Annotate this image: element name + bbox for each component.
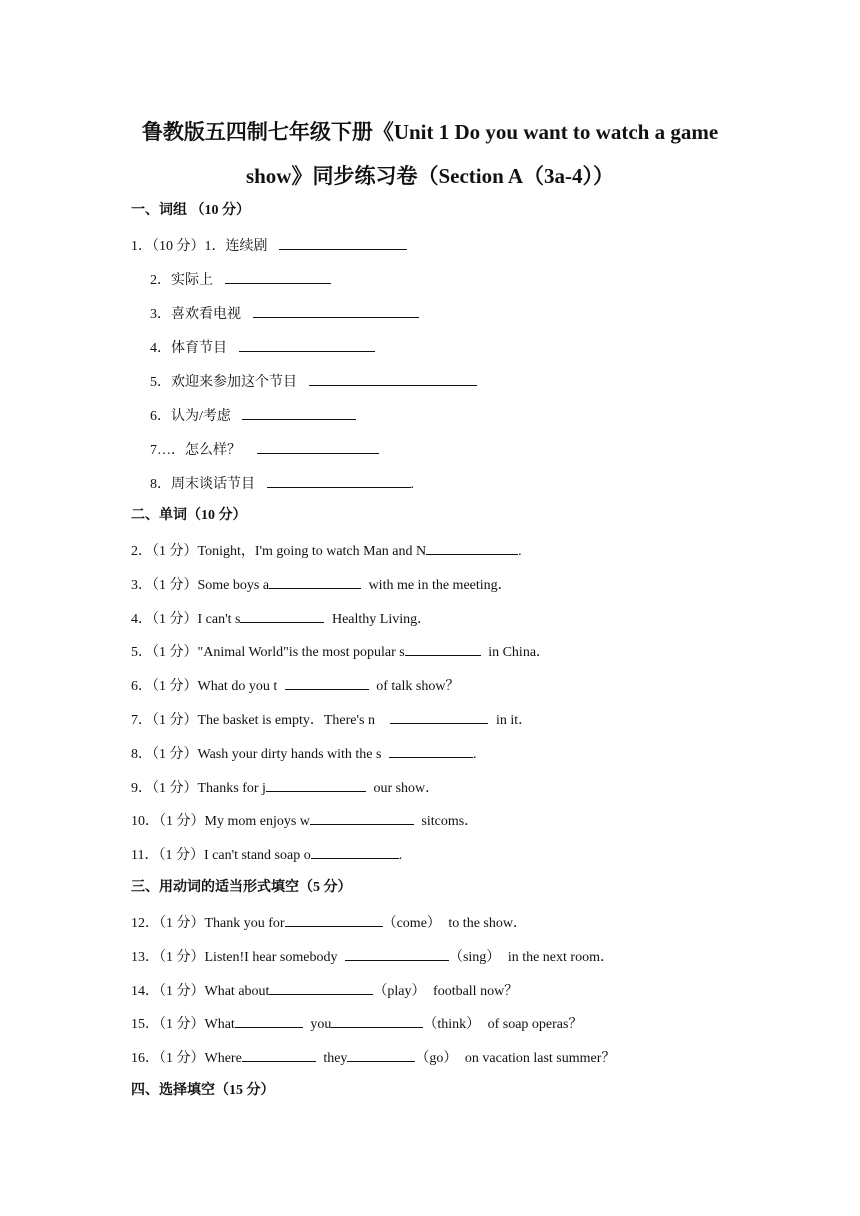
answer-blank[interactable] <box>257 439 379 454</box>
answer-blank[interactable] <box>390 709 488 724</box>
answer-blank[interactable] <box>235 1013 303 1028</box>
phrase-label: 7…．怎么样？ <box>150 443 241 458</box>
question-text: with me in the meeting． <box>368 578 512 593</box>
question-text: in the next room． <box>507 950 614 965</box>
verb-hint: （think） <box>423 1017 481 1032</box>
phrase-label: 5．欢迎来参加这个节目 <box>150 375 297 390</box>
question-text: our show． <box>373 781 440 796</box>
q1-prefix: 1．（10 分）1．连续剧 <box>131 239 268 254</box>
section-3-heading: 三、用动词的适当形式填空（5 分） <box>131 880 352 895</box>
answer-blank[interactable] <box>269 980 373 995</box>
phrase-item <box>150 439 379 461</box>
phrase-item <box>150 337 375 359</box>
phrase-item <box>150 303 419 325</box>
question-6 <box>131 675 459 697</box>
question-15 <box>131 1013 582 1035</box>
question-11 <box>131 844 402 866</box>
phrase-label: 3．喜欢看电视 <box>150 307 241 322</box>
section-1-heading: 一、词组 （10 分） <box>131 203 250 218</box>
question-14 <box>131 980 518 1002</box>
title-line-2: show》同步练习卷（Section A（3a-4）） <box>245 164 615 188</box>
question-text: 15．（1 分）What <box>131 1017 235 1032</box>
answer-blank[interactable] <box>253 303 419 318</box>
phrase-label: 2．实际上 <box>150 273 213 288</box>
question-text: they <box>323 1051 348 1066</box>
answer-blank[interactable] <box>331 1013 423 1028</box>
question-text: . <box>472 747 477 762</box>
question-text: in it． <box>495 713 533 728</box>
question-13 <box>131 946 614 968</box>
answer-blank[interactable] <box>347 1047 415 1062</box>
question-text: 4．（1 分）I can't s <box>131 612 241 627</box>
question-text: 11．（1 分）I can't stand soap o <box>131 848 311 863</box>
verb-hint: （sing） <box>448 950 501 965</box>
phrase-item <box>150 371 477 393</box>
question-text: 8．（1 分）Wash your dirty hands with the s <box>131 747 382 762</box>
question-text: in China． <box>488 645 551 660</box>
verb-hint: （play） <box>373 984 426 999</box>
question-text: 16．（1 分）Where <box>131 1051 242 1066</box>
question-text: 13．（1 分）Listen!I hear somebody <box>131 950 338 965</box>
answer-blank[interactable] <box>225 269 331 284</box>
phrase-item: 8．周末谈话节目 . <box>150 473 414 495</box>
answer-blank[interactable] <box>426 540 518 555</box>
answer-blank[interactable] <box>240 608 324 623</box>
verb-hint: （go） <box>415 1051 458 1066</box>
question-text: you <box>310 1017 332 1032</box>
phrase-item <box>150 405 356 427</box>
question-text: of talk show？ <box>376 679 460 694</box>
question-text: Healthy Living． <box>331 612 432 627</box>
phrase-label: 8．周末谈话节目 <box>150 477 255 492</box>
question-text: . <box>518 544 522 559</box>
question-text: 5．（1 分）"Animal World"is the most popular s <box>131 645 405 660</box>
section-2-heading: 二、单词（10 分） <box>131 508 247 523</box>
answer-blank[interactable] <box>239 337 375 352</box>
question-text: of soap operas？ <box>487 1017 583 1032</box>
answer-blank[interactable] <box>269 574 361 589</box>
question-text: 10．（1 分）My mom enjoys w <box>131 814 310 829</box>
question-text: . <box>398 848 403 863</box>
question-text: on vacation last summer？ <box>464 1051 616 1066</box>
question-2 <box>131 540 522 562</box>
phrase-item <box>150 269 331 291</box>
question-3 <box>131 574 512 596</box>
question-text: 2．（1 分）Tonight，I'm going to watch Man and N <box>131 544 427 559</box>
question-text: sitcoms． <box>421 814 479 829</box>
answer-blank[interactable] <box>285 675 369 690</box>
question-12 <box>131 912 527 934</box>
answer-blank[interactable] <box>311 844 399 859</box>
question-text: 14．（1 分）What about <box>131 984 270 999</box>
question-7 <box>131 709 532 731</box>
question-4 <box>131 608 431 630</box>
answer-blank[interactable] <box>266 777 366 792</box>
answer-blank[interactable] <box>285 912 383 927</box>
question-5 <box>131 641 550 663</box>
answer-blank[interactable] <box>309 371 477 386</box>
question-text: 7．（1 分）The basket is empty．There's n <box>131 713 375 728</box>
section-4-heading: 四、选择填空（15 分） <box>131 1083 275 1098</box>
answer-blank[interactable] <box>405 641 481 656</box>
answer-blank[interactable] <box>389 743 473 758</box>
question-10 <box>131 810 478 832</box>
question-1 <box>131 235 407 257</box>
question-16 <box>131 1047 615 1069</box>
answer-blank[interactable] <box>279 235 407 250</box>
question-text: 6．（1 分）What do you t <box>131 679 278 694</box>
phrase-label: 4．体育节目 <box>150 341 227 356</box>
question-8 <box>131 743 476 765</box>
phrase-label: 6．认为/考虑 <box>150 409 231 424</box>
answer-blank[interactable] <box>242 1047 316 1062</box>
question-text: football now？ <box>433 984 519 999</box>
question-9 <box>131 777 439 799</box>
question-text: 12．（1 分）Thank you for <box>131 916 285 931</box>
verb-hint: （come） <box>382 916 441 931</box>
answer-blank[interactable] <box>242 405 356 420</box>
question-text: 9．（1 分）Thanks for j <box>131 781 266 796</box>
answer-blank[interactable] <box>345 946 449 961</box>
question-text: 3．（1 分）Some boys a <box>131 578 270 593</box>
title-line-1: 鲁教版五四制七年级下册《Unit 1 Do you want to watch a game <box>141 120 719 144</box>
answer-blank[interactable] <box>310 810 414 825</box>
answer-blank[interactable] <box>267 473 411 488</box>
question-text: to the show． <box>448 916 527 931</box>
